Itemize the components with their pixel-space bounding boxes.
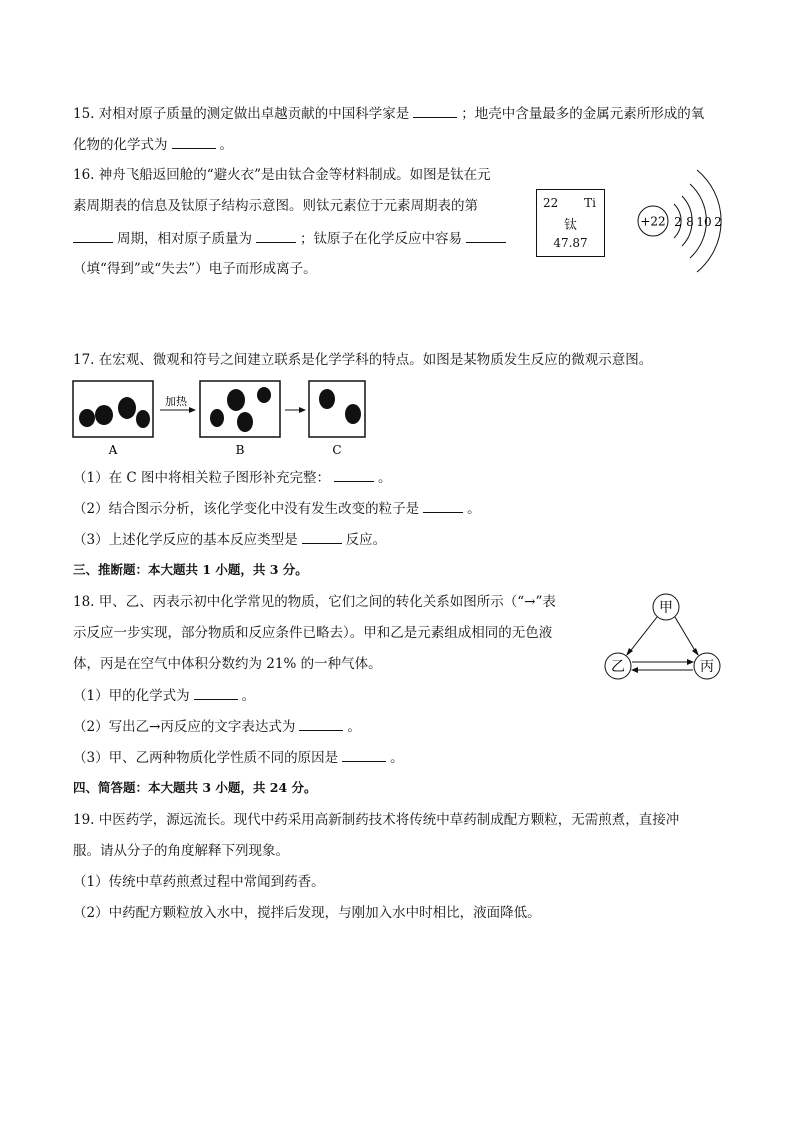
q19-line1: 19. 中医药学，源远流长。现代中药采用高新制药技术将传统中草药制成配方颗粒，无需煎煮，直接冲 — [73, 812, 680, 828]
shell-electrons: 8 — [686, 215, 694, 229]
q17-sub2-text: （2）结合图示分析，该化学变化中没有发生改变的粒子是 — [73, 501, 420, 517]
q18-sub2-end: 。 — [347, 719, 361, 735]
q16-text-b: ；钛原子在化学反应中容易 — [300, 231, 462, 247]
particle — [237, 412, 253, 432]
answer-blank[interactable] — [194, 685, 238, 700]
atomic-mass: 47.87 — [553, 236, 588, 250]
q15-line2 — [73, 134, 233, 155]
section-heading-3: 三、推断题：本大题共 1 小题，共 3 分。 — [73, 562, 308, 577]
answer-blank[interactable] — [413, 103, 457, 118]
particle — [118, 397, 136, 419]
q18-sub1-text: （1）甲的化学式为 — [73, 688, 190, 704]
answer-blank[interactable] — [73, 228, 113, 243]
q16-line3 — [73, 228, 506, 249]
particle — [210, 409, 224, 427]
q17-sub2-end: 。 — [467, 501, 481, 517]
answer-blank[interactable] — [302, 529, 342, 544]
q15-text-c: 化物的化学式为 — [73, 137, 168, 153]
q16-line1: 16. 神舟飞船返回舱的“避火衣”是由钛合金等材料制成。如图是钛在元 — [73, 167, 491, 183]
particle — [257, 387, 271, 403]
answer-blank[interactable] — [334, 467, 374, 482]
arrow-head — [189, 407, 196, 413]
q17-line1: 17. 在宏观、微观和符号之间建立联系是化学学科的特点。如图是某物质发生反应的微观示意图。 — [73, 352, 653, 368]
shell-electrons: 2 — [674, 215, 682, 229]
particle — [227, 389, 245, 411]
box-a — [73, 381, 153, 437]
node-label-jia: 甲 — [659, 600, 673, 616]
reaction-micro-diagram — [70, 378, 370, 458]
q17-sub3 — [73, 529, 386, 550]
q18-sub2-text: （2）写出乙→丙反应的文字表达式为 — [73, 719, 296, 735]
q19-sub1: （1）传统中草药煎煮过程中常闻到药香。 — [73, 874, 325, 890]
box-label-a: A — [108, 443, 118, 457]
answer-blank[interactable] — [299, 716, 343, 731]
q15-text-b: ；地壳中含量最多的金属元素所形成的氧 — [461, 106, 705, 122]
element-symbol: Ti — [584, 196, 596, 210]
particle — [95, 405, 113, 425]
q18-sub3-end: 。 — [390, 750, 404, 766]
box-label-c: C — [332, 443, 342, 457]
arrow-head — [692, 648, 699, 656]
particle — [79, 409, 95, 427]
q16-line2: 素周期表的信息及钛原子结构示意图。则钛元素位于元素周期表的第 — [73, 198, 478, 214]
q18-line3: 体，丙是在空气中体积分数约为 21% 的一种气体。 — [73, 656, 382, 672]
q18-line1: 18. 甲、乙、丙表示初中化学常见的物质，它们之间的转化关系如图所示（“→”表 — [73, 594, 556, 610]
q17-sub1-end: 。 — [378, 470, 392, 486]
box-label-b: B — [235, 443, 245, 457]
arrow-head — [299, 407, 306, 413]
q17-sub1-text: （1）在 C 图中将相关粒子图形补充完整： — [73, 470, 331, 486]
q16-text-a: 周期，相对原子质量为 — [117, 231, 252, 247]
atomic-number: 22 — [543, 196, 559, 210]
q18-line2: 示反应一步实现，部分物质和反应条件已略去）。甲和乙是元素组成相同的无色液 — [73, 625, 553, 641]
q17-sub1 — [73, 467, 392, 488]
transformation-diagram — [600, 590, 730, 685]
section-heading-4: 四、简答题：本大题共 3 小题，共 24 分。 — [73, 780, 317, 795]
particle — [319, 389, 335, 409]
answer-blank[interactable] — [256, 228, 296, 243]
q18-sub2 — [73, 716, 361, 737]
nucleus-charge: +22 — [640, 214, 666, 229]
arrow-head — [687, 659, 694, 665]
node-label-yi: 乙 — [611, 659, 625, 675]
q15-text-a: 15. 对相对原子质量的测定做出卓越贡献的中国科学家是 — [73, 106, 410, 122]
particle — [136, 410, 150, 428]
answer-blank[interactable] — [466, 228, 506, 243]
arrow-head — [631, 667, 638, 673]
q16-line4: （填“得到”或“失去”）电子而形成离子。 — [73, 261, 317, 277]
q19-line2: 服。请从分子的角度解释下列现象。 — [73, 843, 289, 859]
q15-line1 — [73, 103, 704, 124]
node-label-bing: 丙 — [700, 659, 714, 675]
arrow-jia-yi — [628, 617, 657, 654]
shell-electrons: 2 — [714, 215, 722, 229]
arrow-label: 加热 — [165, 395, 187, 408]
element-name: 钛 — [563, 218, 577, 233]
answer-blank[interactable] — [342, 747, 386, 762]
q15-text-d: 。 — [219, 137, 233, 153]
particle — [345, 404, 361, 424]
arrow-jia-bing — [675, 617, 697, 654]
q17-sub2 — [73, 498, 481, 519]
answer-blank[interactable] — [423, 498, 463, 513]
q18-sub1 — [73, 685, 255, 706]
shell-electrons: 10 — [696, 215, 712, 229]
q18-sub1-end: 。 — [241, 688, 256, 704]
q17-sub3-end: 反应。 — [345, 532, 387, 548]
atom-structure-diagram — [630, 160, 730, 282]
element-card — [536, 189, 605, 257]
q18-sub3 — [73, 747, 404, 768]
q17-sub3-text: （3）上述化学反应的基本反应类型是 — [73, 532, 298, 548]
q18-sub3-text: （3）甲、乙两种物质化学性质不同的原因是 — [73, 750, 339, 766]
answer-blank[interactable] — [172, 134, 216, 149]
q19-sub2: （2）中药配方颗粒放入水中，搅拌后发现，与刚加入水中时相比，液面降低。 — [73, 905, 541, 921]
